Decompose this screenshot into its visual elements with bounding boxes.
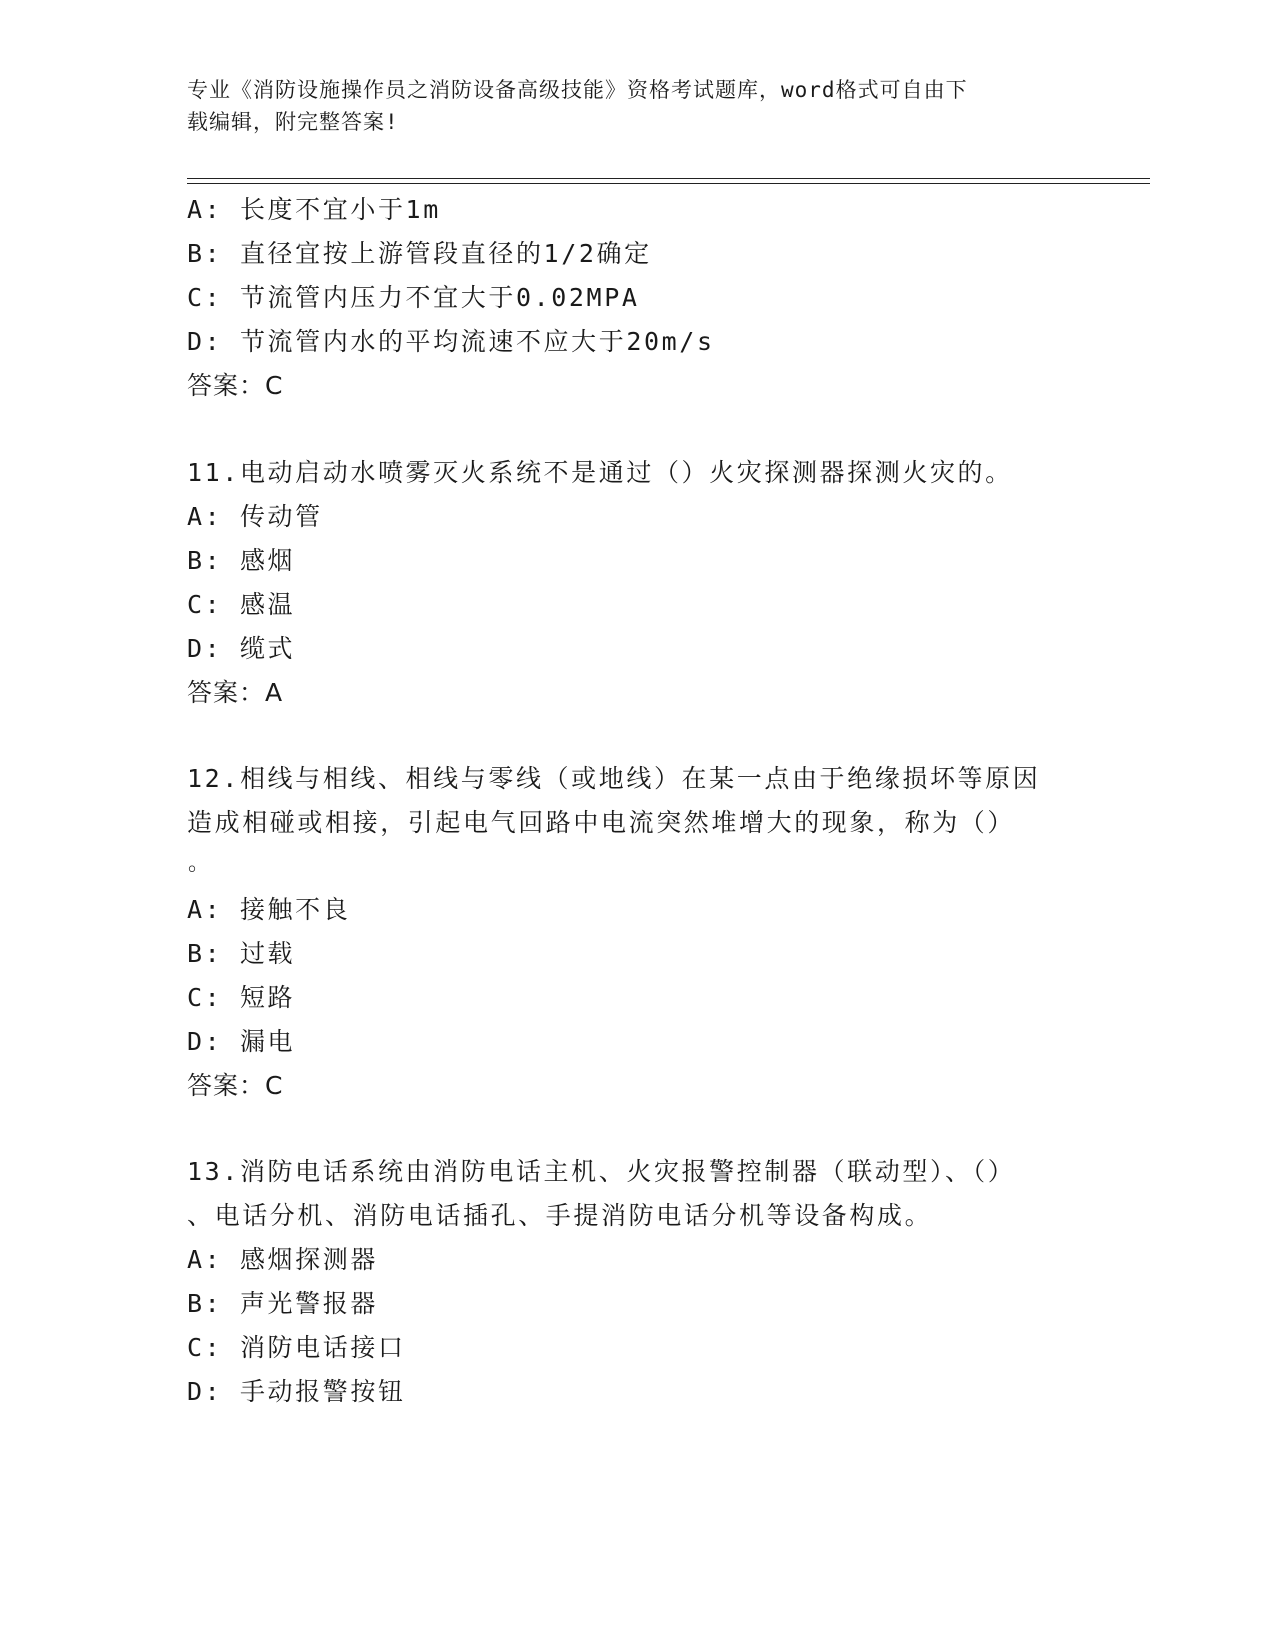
- q12-stem-line-1: 12.相线与相线、相线与零线（或地线）在某一点由于绝缘损坏等原因: [187, 764, 1041, 793]
- header-divider-bottom: [187, 183, 1150, 184]
- q12-stem-line-3: 。: [188, 851, 211, 876]
- q13-option-a: A: 感烟探测器: [187, 1245, 378, 1274]
- q10-option-c: C: 节流管内压力不宜大于0.02MPA: [187, 283, 640, 312]
- q11-stem: 11.电动启动水喷雾灭火系统不是通过（）火灾探测器探测火灾的。: [187, 458, 1013, 487]
- document-header: [187, 74, 1087, 138]
- q10-option-d: D: 节流管内水的平均流速不应大于20m/s: [187, 327, 715, 356]
- q13-option-c: C: 消防电话接口: [187, 1333, 406, 1362]
- q12-option-c: C: 短路: [187, 983, 296, 1012]
- q11-option-b: B: 感烟: [187, 546, 296, 575]
- q12-stem-line-2: 造成相碰或相接，引起电气回路中电流突然堆增大的现象，称为（）: [187, 808, 1016, 837]
- q11-option-d: D: 缆式: [187, 634, 296, 663]
- q12-answer: 答案：C: [187, 1071, 284, 1100]
- q11-option-a: A: 传动管: [187, 502, 323, 531]
- header-line-1: 专业《消防设施操作员之消防设备高级技能》资格考试题库，word格式可自由下: [187, 78, 968, 102]
- header-divider-top: [187, 178, 1150, 179]
- q11-answer: 答案：A: [187, 678, 284, 707]
- q13-option-d: D: 手动报警按钮: [187, 1377, 406, 1406]
- q13-option-b: B: 声光警报器: [187, 1289, 378, 1318]
- q11-option-c: C: 感温: [187, 590, 296, 619]
- q10-option-b: B: 直径宜按上游管段直径的1/2确定: [187, 239, 652, 268]
- q12-option-b: B: 过载: [187, 939, 296, 968]
- q13-stem-line-2: 、电话分机、消防电话插孔、手提消防电话分机等设备构成。: [187, 1201, 933, 1230]
- header-line-2: 载编辑，附完整答案!: [187, 110, 399, 134]
- q12-option-d: D: 漏电: [187, 1027, 296, 1056]
- q12-option-a: A: 接触不良: [187, 895, 351, 924]
- q10-option-a: A: 长度不宜小于1m: [187, 195, 441, 224]
- q10-answer: 答案：C: [187, 371, 284, 400]
- q13-stem-line-1: 13.消防电话系统由消防电话主机、火灾报警控制器（联动型）、（）: [187, 1157, 1016, 1186]
